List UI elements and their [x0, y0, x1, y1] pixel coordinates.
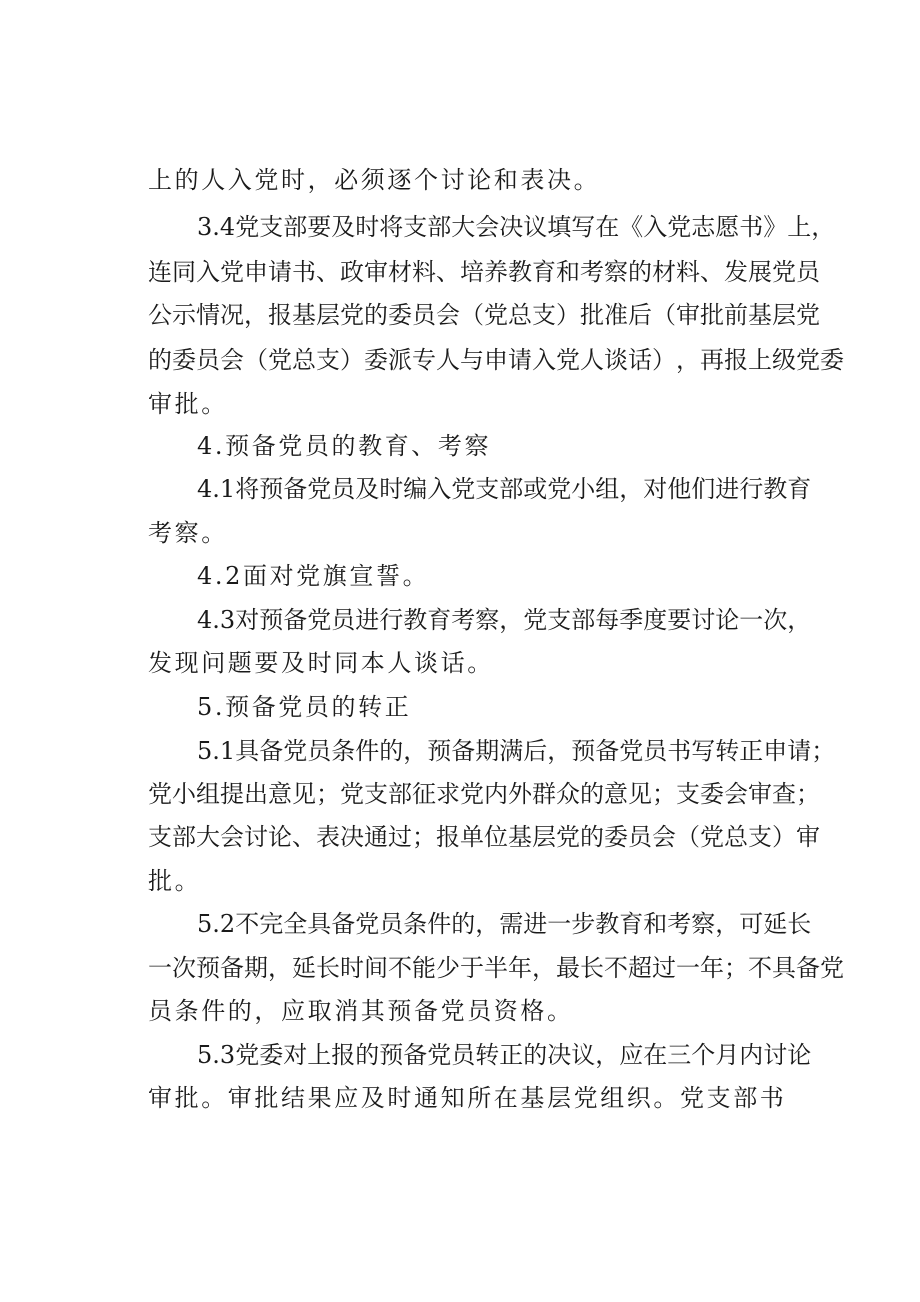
- text-line-17: 批。: [148, 867, 202, 895]
- text-line-11: 4 . 3 对 预 备 党 员 进 行 教 育 考 察 ， 党 支 部 每 季 度 要 讨 论 一 次 ，: [197, 606, 812, 634]
- text-line-5: 的 委 员 会 （ 党 总 支 ） 委 派 专 人 与 申 请 入 党 人 谈 话 ） ， 再 报 上 级 党 委: [148, 346, 844, 374]
- text-line-14: 5 . 1 具 备 党 员 条 件 的 ， 预 备 期 满 后 ， 预 备 党 员 书 写 转 正 申 请 ；: [197, 737, 836, 765]
- text-line-19: 一 次 预 备 期 ， 延 长 时 间 不 能 少 于 半 年 ， 最 长 不 超 过 一 年 ； 不 具 备 党: [148, 954, 844, 982]
- text-line-1: 上的人入党时，必须逐个讨论和表决。: [148, 166, 601, 194]
- text-line-12: 发现问题要及时同本人谈话。: [148, 649, 494, 677]
- text-line-2: 3 . 4 党 支 部 要 及 时 将 支 部 大 会 决 议 填 写 在 《 入 党 志 愿 书 》 上 ，: [197, 213, 836, 241]
- text-line-18: 5 . 2 不 完 全 具 备 党 员 条 件 的 ， 需 进 一 步 教 育 和 考 察 ， 可 延 长: [197, 910, 812, 938]
- text-line-20: 员条件的，应取消其预备党员资格。: [148, 997, 574, 1025]
- text-line-4: 公 示 情 况 ， 报 基 层 党 的 委 员 会 （ 党 总 支 ） 批 准 后 （ 审 批 前 基 层 党: [148, 301, 820, 329]
- text-line-9: 考察。: [148, 519, 228, 547]
- section-heading-5: 5.预备党员的转正: [197, 693, 412, 721]
- text-line-3: 连 同 入 党 申 请 书 、 政 审 材 料 、 培 养 教 育 和 考 察 的 材 料 、 发 展 党 员: [148, 258, 820, 286]
- text-line-15: 党 小 组 提 出 意 见 ； 党 支 部 征 求 党 内 外 群 众 的 意 见 ； 支 委 会 审 查 ；: [148, 780, 820, 808]
- text-line-6: 审批。: [148, 390, 228, 418]
- text-line-10: 4.2面对党旗宣誓。: [197, 562, 430, 590]
- text-line-22: 审批。审批结果应及时通知所在基层党组织。党支部书: [148, 1084, 787, 1112]
- text-line-16: 支 部 大 会 讨 论 、 表 决 通 过 ； 报 单 位 基 层 党 的 委 员 会 （ 党 总 支 ） 审: [148, 823, 820, 851]
- section-heading-4: 4.预备党员的教育、考察: [197, 432, 492, 460]
- text-line-21: 5 . 3 党 委 对 上 报 的 预 备 党 员 转 正 的 决 议 ， 应 在 三 个 月 内 讨 论: [197, 1041, 812, 1069]
- text-line-8: 4 . 1 将 预 备 党 员 及 时 编 入 党 支 部 或 党 小 组 ， 对 他 们 进 行 教 育: [197, 475, 812, 503]
